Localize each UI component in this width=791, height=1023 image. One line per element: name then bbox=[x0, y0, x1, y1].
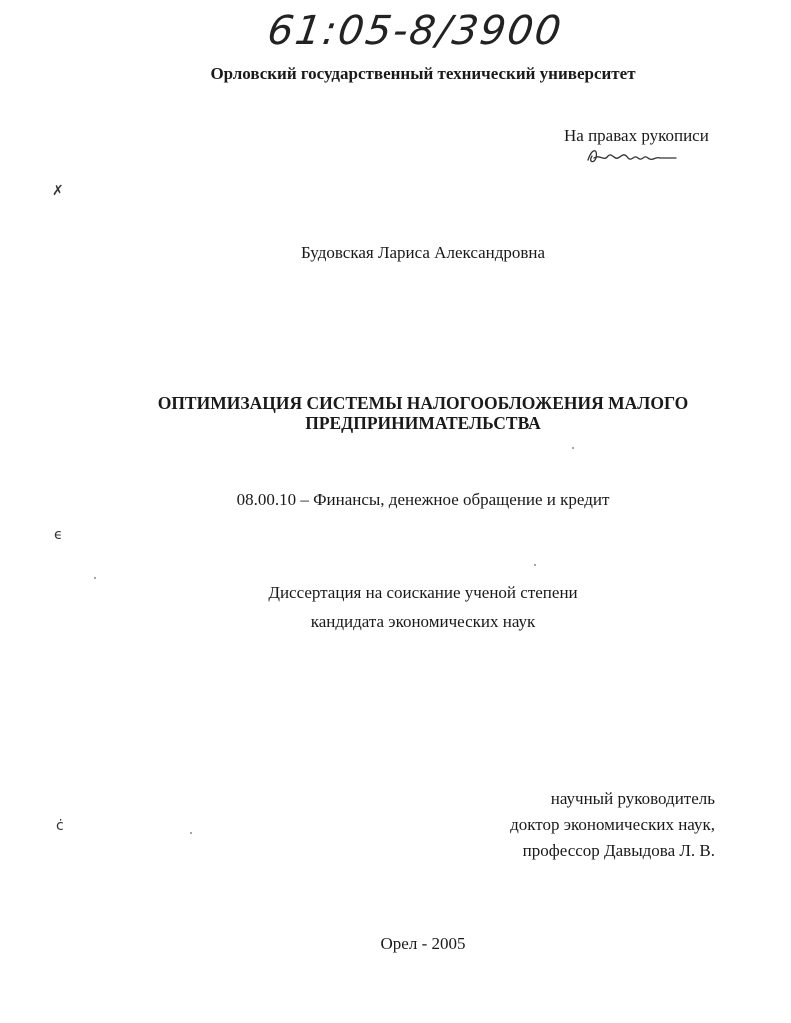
title-line-1: ОПТИМИЗАЦИЯ СИСТЕМЫ НАЛОГООБЛОЖЕНИЯ МАЛОГО bbox=[157, 393, 689, 413]
speck bbox=[190, 832, 192, 834]
supervisor-degree: доктор экономических наук, bbox=[510, 815, 715, 834]
margin-mark-3: ċ bbox=[56, 818, 64, 834]
university-name: Орловский государственный технический университет bbox=[210, 64, 636, 83]
speck bbox=[572, 447, 574, 449]
city-year: Орел - 2005 bbox=[380, 934, 466, 953]
speck bbox=[94, 577, 96, 579]
margin-mark-1: ✗ bbox=[52, 183, 64, 199]
degree-statement bbox=[0, 578, 791, 636]
supervisor-name: профессор Давыдова Л. В. bbox=[522, 841, 715, 860]
degree-line-2: кандидата экономических наук bbox=[310, 612, 536, 631]
speck bbox=[534, 564, 536, 566]
degree-line-1: Диссертация на соискание ученой степени bbox=[268, 583, 578, 602]
author-name: Будовская Лариса Александровна bbox=[300, 243, 546, 262]
signature bbox=[584, 144, 680, 168]
handwritten-registry-number: 61:05-8/3900 bbox=[264, 8, 566, 54]
specialty-code: 08.00.10 – Финансы, денежное обращение и кредит bbox=[236, 490, 610, 509]
margin-mark-2: ϵ bbox=[54, 527, 63, 543]
title-line-2: ПРЕДПРИНИМАТЕЛЬСТВА bbox=[305, 413, 541, 433]
dissertation-title bbox=[0, 393, 791, 433]
rights-note: На правах рукописи bbox=[564, 126, 709, 145]
supervisor-role: научный руководитель bbox=[550, 789, 715, 808]
supervisor-block bbox=[510, 786, 715, 864]
